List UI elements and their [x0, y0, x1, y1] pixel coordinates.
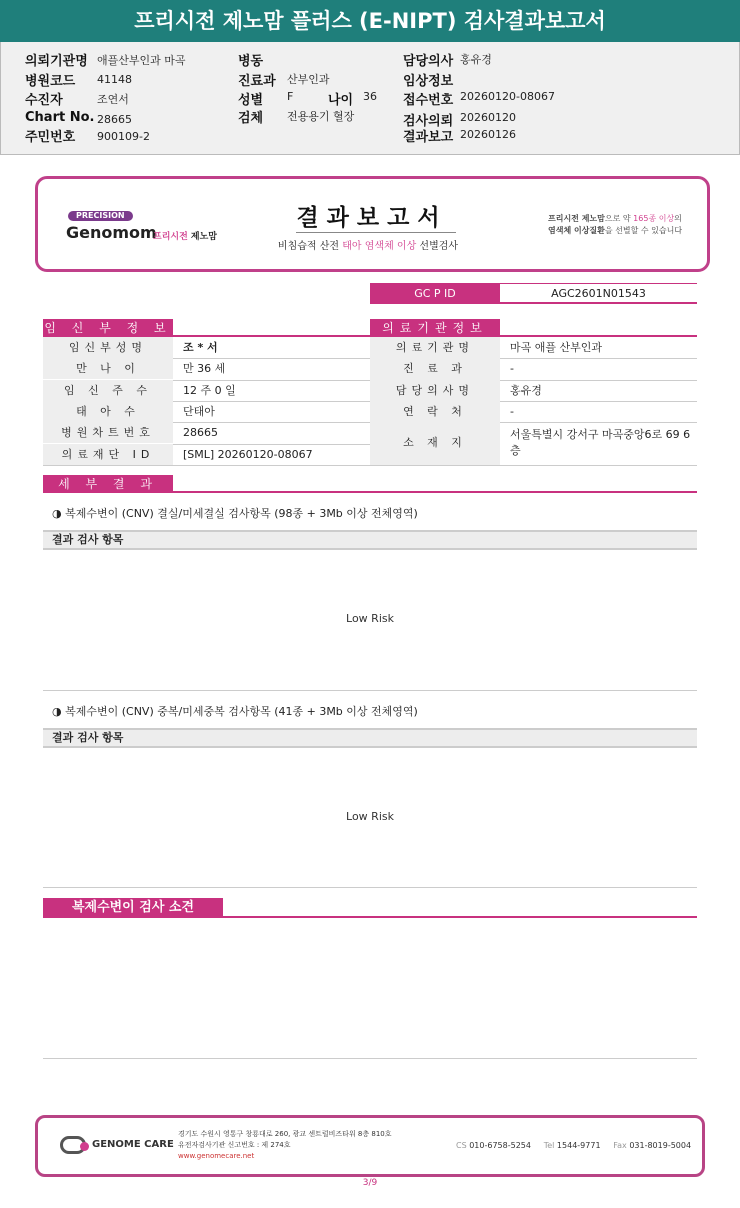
medical-field-value: - [510, 362, 514, 376]
info-value: 조연서 [97, 93, 129, 106]
medical-field-label: 소 재 지 [370, 422, 500, 465]
section-title: ◑ 복제수변이 (CNV) 결실/미세결실 검사항목 (98종 + 3Mb 이상 전체영역) [52, 507, 418, 520]
report-banner [35, 176, 710, 272]
info-label: 주민번호 [25, 130, 76, 145]
address: 경기도 수원시 영통구 창룡대로 260, 광교 센트럴비즈타워 8층 810호 [178, 1130, 392, 1138]
pregnant-field-value: 만 36 세 [183, 362, 226, 376]
divider [296, 232, 456, 233]
result-value: Low Risk [346, 810, 394, 823]
genomom-logo: Genomom [66, 223, 157, 242]
pregnant-field-label: 임 신 주 수 [43, 380, 173, 401]
tel-number: 1544-9771 [556, 1141, 601, 1150]
pregnant-field-value: 28665 [183, 426, 218, 440]
pregnant-field-value: 단태아 [183, 404, 215, 418]
info-value: 홍유경 [460, 53, 492, 66]
info-value: 20260120 [460, 111, 516, 124]
report-title-bar: 프리시전 제노맘 플러스 (E-NIPT) 검사결과보고서 [0, 0, 740, 42]
medical-field-label: 연 락 처 [370, 401, 500, 422]
banner-subtitle: 선별검사 [416, 241, 459, 252]
pregnant-field-value: [SML] 20260120-08067 [183, 447, 313, 461]
tagline: 의 [674, 214, 682, 223]
info-label: 임상정보 [403, 74, 454, 89]
info-value: 전용용기 혈장 [287, 110, 355, 123]
pregnant-field-label: 임신부성명 [43, 337, 173, 358]
info-label: 담당의사 [403, 54, 454, 69]
patient-info-panel [0, 42, 740, 155]
gcpid-label: GC P ID [370, 283, 500, 304]
findings-header: 복제수변이 검사 소견 [43, 898, 223, 918]
info-label: Chart No. [25, 110, 95, 125]
tel-label: Tel [543, 1141, 555, 1150]
website-link[interactable]: www.genomecare.net [178, 1152, 255, 1160]
medical-field-value: - [510, 404, 514, 418]
info-value: 900109-2 [97, 130, 150, 143]
cs-number: 010-6758-5254 [469, 1141, 531, 1150]
info-value: 41148 [97, 73, 132, 86]
result-column-header: 결과 검사 항목 [43, 728, 697, 748]
info-value: 20260126 [460, 128, 516, 141]
medical-field-value: 서울특별시 강서구 마곡중앙6로 69 6층 [510, 428, 691, 458]
company-name: GENOME CARE [92, 1139, 174, 1150]
license: 유전자검사기관 신고번호 : 제 274호 [178, 1141, 291, 1149]
info-label: 의뢰기관명 [25, 54, 88, 69]
info-value: 산부인과 [287, 73, 330, 86]
age-label: 나이 [328, 93, 354, 108]
result-value: Low Risk [346, 612, 394, 625]
info-value: 애플산부인과 마곡 [97, 54, 186, 67]
footer [35, 1115, 705, 1177]
medical-field-value: 마곡 애플 산부인과 [510, 341, 603, 354]
gcpid-value: AGC2601N01543 [500, 283, 697, 304]
info-value: 20260120-08067 [460, 90, 555, 103]
tagline: 염색체 이상질환 [548, 226, 605, 235]
info-value: 28665 [97, 113, 132, 126]
tagline: 을 선별할 수 있습니다 [604, 226, 683, 235]
banner-subtitle-highlight: 태아 염색체 이상 [342, 241, 417, 252]
medical-info-header: 의료기관정보 [370, 319, 500, 337]
cs-label: CS [456, 1141, 467, 1150]
precision-badge: PRECISION [68, 211, 133, 221]
result-column-header: 결과 검사 항목 [43, 530, 697, 550]
pregnant-field-label: 의료재단 ID [43, 444, 173, 465]
age-value: 36 [363, 90, 377, 103]
info-label: 성별 [238, 93, 264, 108]
fax-number: 031-8019-5004 [629, 1141, 692, 1150]
banner-subtitle: 비침습적 산전 [277, 241, 343, 252]
banner-title: 결 과 보 고 서 [296, 205, 440, 231]
medical-field-label: 의료기관명 [370, 337, 500, 358]
medical-field-value: 홍유경 [510, 383, 542, 397]
pregnant-field-label: 병원차트번호 [43, 422, 173, 443]
info-label: 진료과 [238, 74, 276, 89]
page-number: 3/9 [362, 1178, 378, 1188]
logo-sub: 프리시전 [153, 232, 188, 242]
logo-sub: 제노맘 [190, 232, 218, 242]
info-label: 병원코드 [25, 74, 76, 89]
fax-label: Fax [613, 1141, 627, 1150]
tagline: 165종 이상 [633, 214, 675, 223]
info-label: 접수번호 [403, 93, 454, 108]
info-value: F [287, 90, 294, 103]
pregnant-field-value: 12 주 0 일 [183, 383, 236, 397]
medical-field-label: 진 료 과 [370, 358, 500, 379]
pregnant-field-label: 태 아 수 [43, 401, 173, 422]
medical-field-label: 담당의사명 [370, 380, 500, 401]
pregnant-field-value: 조 * 서 [183, 341, 218, 354]
info-label: 병동 [238, 54, 264, 69]
tagline: 프리시전 제노맘 [548, 214, 605, 223]
pregnant-field-label: 만 나 이 [43, 358, 173, 379]
info-label: 결과보고 [403, 130, 454, 145]
info-label: 검사의뢰 [403, 114, 454, 129]
tagline: 으로 약 [604, 214, 634, 223]
genome-care-logo-icon [60, 1136, 86, 1154]
section-title: ◑ 복제수변이 (CNV) 중복/미세중복 검사항목 (41종 + 3Mb 이상 전체영역) [52, 705, 418, 718]
details-header: 세 부 결 과 [43, 475, 173, 493]
info-label: 수진자 [25, 93, 63, 108]
info-label: 검체 [238, 111, 264, 126]
pregnant-info-header: 임 신 부 정 보 [44, 321, 172, 335]
